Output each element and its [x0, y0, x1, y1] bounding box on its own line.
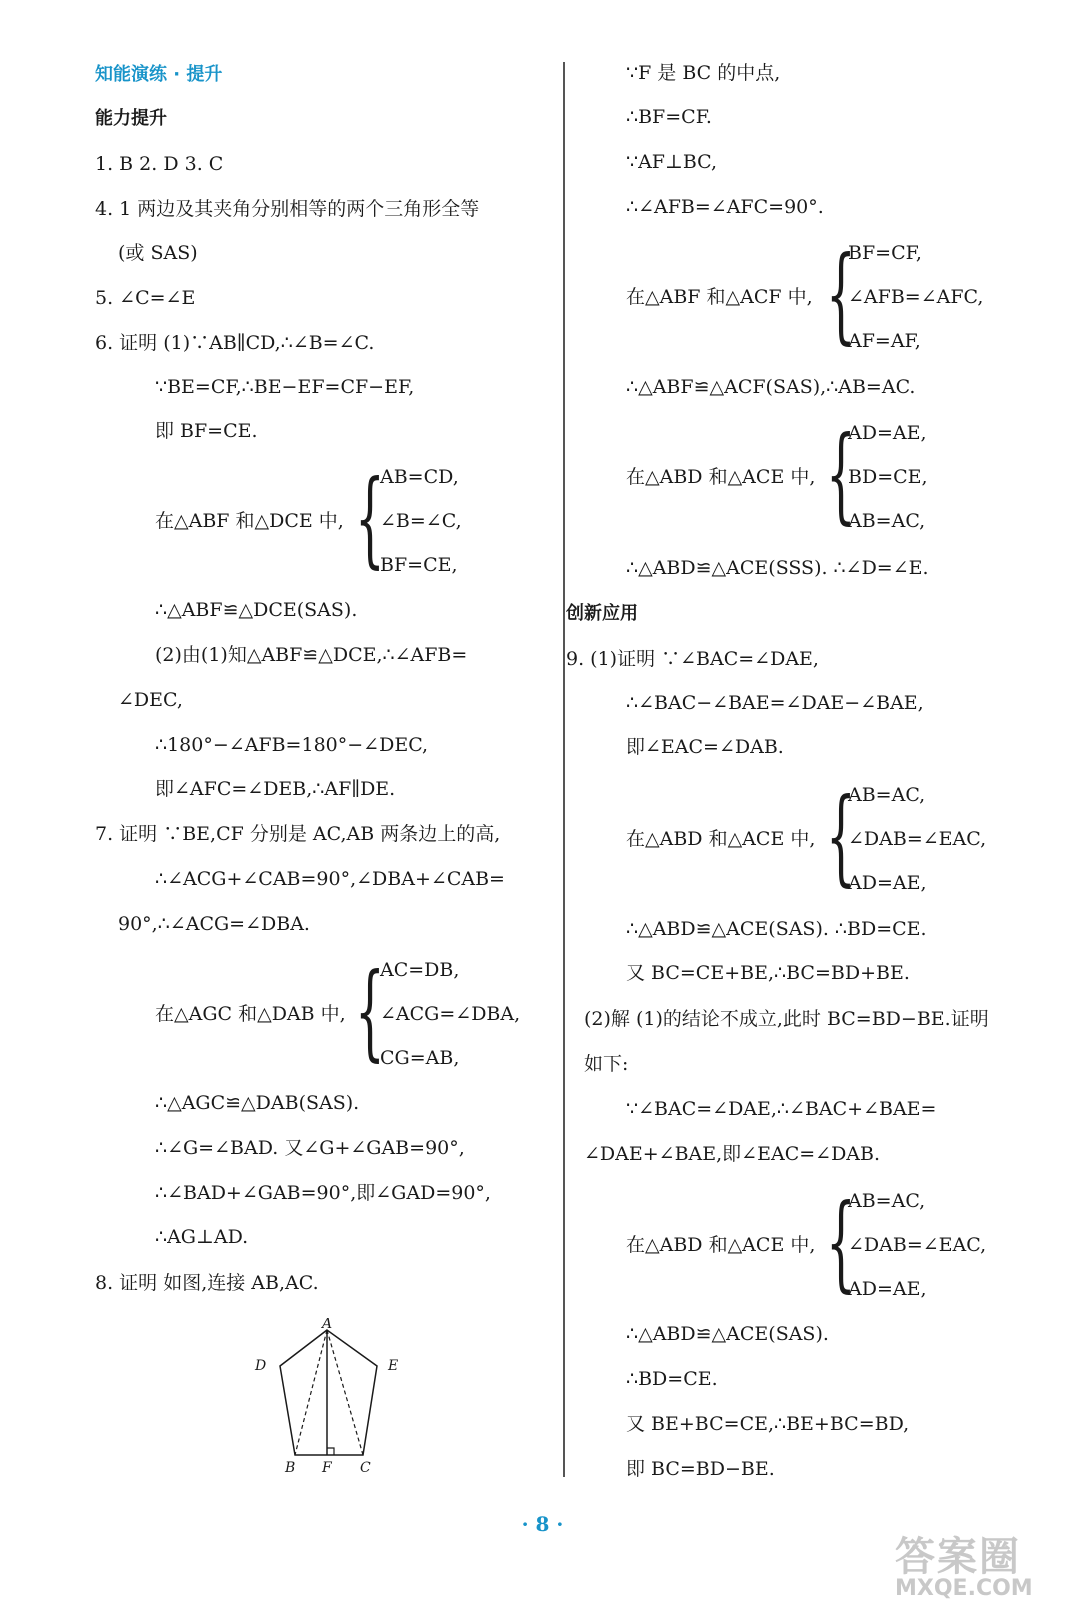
- q9-line6: (2)解 (1)的结论不成立,此时 BC=BD−BE.证明: [584, 1008, 989, 1030]
- q8-line1: 8. 证明 如图,连接 AB,AC.: [95, 1272, 319, 1294]
- q6-line6: ∠DEC,: [118, 689, 183, 711]
- q9-line4: ∴△ABD≌△ACE(SAS). ∴BD=CE.: [626, 918, 927, 940]
- system-row: CG=AB,: [380, 1047, 460, 1069]
- system-row: ∠DAB=∠EAC,: [848, 828, 987, 850]
- r-line3: ∵AF⊥BC,: [626, 151, 718, 173]
- r-line4: ∴∠AFB=∠AFC=90°.: [626, 196, 824, 218]
- system-prefix: 在△AGC 和△DAB 中,: [155, 1003, 346, 1025]
- label-E: E: [388, 1358, 399, 1374]
- system-prefix: 在△ABD 和△ACE 中,: [626, 828, 816, 850]
- system-row: AC=DB,: [380, 959, 460, 981]
- q9-line2: ∴∠BAC−∠BAE=∠DAE−∠BAE,: [626, 692, 924, 714]
- right-angle-mark: [327, 1448, 334, 1455]
- system-row: ∠AFB=∠AFC,: [848, 286, 984, 308]
- label-D: D: [255, 1358, 267, 1374]
- q7-line1: 7. 证明 ∵BE,CF 分别是 AC,AB 两条边上的高,: [95, 823, 501, 845]
- brace: {: [826, 775, 856, 897]
- q7-line5: ∴∠G=∠BAD. 又∠G+∠GAB=90°,: [155, 1137, 465, 1159]
- subsection-innovation: 创新应用: [566, 603, 638, 624]
- system-row: AF=AF,: [848, 330, 921, 352]
- answer-5: 5. ∠C=∠E: [95, 287, 196, 309]
- label-F: F: [322, 1460, 332, 1476]
- q7-line6: ∴∠BAD+∠GAB=90°,即∠GAD=90°,: [155, 1182, 491, 1204]
- segment-AB: [295, 1330, 327, 1455]
- system-prefix: 在△ABF 和△ACF 中,: [626, 286, 813, 308]
- system-row: BF=CF,: [848, 242, 922, 264]
- q7-line7: ∴AG⊥AD.: [155, 1226, 249, 1248]
- q7-line2: ∴∠ACG+∠CAB=90°,∠DBA+∠CAB=: [155, 868, 505, 890]
- system-row: AD=AE,: [848, 422, 927, 444]
- brace: {: [355, 950, 385, 1072]
- system-row: AB=CD,: [380, 466, 459, 488]
- system-row: AB=AC,: [848, 784, 926, 806]
- watermark-title: 答案圈: [895, 1534, 1021, 1580]
- answers-1-3: 1. B 2. D 3. C: [95, 153, 224, 175]
- q9-line11: ∴BD=CE.: [626, 1368, 718, 1390]
- q6-line8: 即∠AFC=∠DEB,∴AF∥DE.: [155, 778, 396, 800]
- label-A: A: [322, 1318, 333, 1332]
- column-divider: [563, 62, 565, 1477]
- r-line2: ∴BF=CF.: [626, 106, 712, 128]
- brace: {: [355, 457, 385, 579]
- pentagon: [280, 1330, 377, 1455]
- system-prefix: 在△ABD 和△ACE 中,: [626, 1234, 816, 1256]
- system-row: ∠DAB=∠EAC,: [848, 1234, 987, 1256]
- system-row: BF=CE,: [380, 554, 458, 576]
- segment-AC: [327, 1330, 363, 1455]
- system-row: AB=AC,: [848, 510, 926, 532]
- q9-line5: 又 BC=CE+BE,∴BC=BD+BE.: [626, 962, 910, 984]
- page-number: · 8 ·: [521, 1512, 564, 1536]
- q9-line10: ∴△ABD≌△ACE(SAS).: [626, 1323, 829, 1345]
- system-row: AB=AC,: [848, 1190, 926, 1212]
- q6-line3: 即 BF=CE.: [155, 420, 258, 442]
- r-line1: ∵F 是 BC 的中点,: [626, 62, 781, 84]
- q7-line3: 90°,∴∠ACG=∠DBA.: [118, 913, 310, 935]
- r-line6: ∴△ABD≌△ACE(SSS). ∴∠D=∠E.: [626, 557, 929, 579]
- system-prefix: 在△ABF 和△DCE 中,: [155, 510, 344, 532]
- q6-line5: (2)由(1)知△ABF≌△DCE,∴∠AFB=: [155, 644, 468, 666]
- system-row: BD=CE,: [848, 466, 928, 488]
- q9-line12: 又 BE+BC=CE,∴BE+BC=BD,: [626, 1413, 910, 1435]
- brace: {: [826, 233, 856, 355]
- label-B: B: [285, 1460, 296, 1476]
- brace: {: [826, 1181, 856, 1303]
- system-row: ∠ACG=∠DBA,: [380, 1003, 521, 1025]
- answer-4-line2: (或 SAS): [118, 242, 198, 264]
- watermark: [895, 1525, 1033, 1601]
- label-C: C: [360, 1460, 371, 1476]
- pentagon-figure: [245, 1318, 415, 1478]
- q9-line7: 如下:: [584, 1053, 629, 1075]
- q9-line8: ∵∠BAC=∠DAE,∴∠BAC+∠BAE=: [626, 1098, 937, 1120]
- system-row: ∠B=∠C,: [380, 510, 462, 532]
- q9-line13: 即 BC=BD−BE.: [626, 1458, 775, 1480]
- q9-line3: 即∠EAC=∠DAB.: [626, 736, 784, 758]
- watermark-url: MXQE.COM: [895, 1576, 1033, 1601]
- answer-4-line1: 4. 1 两边及其夹角分别相等的两个三角形全等: [95, 198, 480, 220]
- brace: {: [826, 413, 856, 535]
- q9-line1: 9. (1)证明 ∵∠BAC=∠DAE,: [566, 648, 819, 670]
- q6-line1: 6. 证明 (1)∵AB∥CD,∴∠B=∠C.: [95, 332, 375, 354]
- q6-line4: ∴△ABF≌△DCE(SAS).: [155, 599, 358, 621]
- r-line5: ∴△ABF≌△ACF(SAS),∴AB=AC.: [626, 376, 916, 398]
- q9-line9: ∠DAE+∠BAE,即∠EAC=∠DAB.: [584, 1143, 881, 1165]
- system-prefix: 在△ABD 和△ACE 中,: [626, 466, 816, 488]
- q7-line4: ∴△AGC≌△DAB(SAS).: [155, 1092, 360, 1114]
- system-row: AD=AE,: [848, 872, 927, 894]
- q6-line2: ∵BE=CF,∴BE−EF=CF−EF,: [155, 376, 415, 398]
- subsection-ability: 能力提升: [95, 108, 167, 129]
- system-row: AD=AE,: [848, 1278, 927, 1300]
- q6-line7: ∴180°−∠AFB=180°−∠DEC,: [155, 734, 429, 756]
- section-title: 知能演练 · 提升: [95, 64, 223, 85]
